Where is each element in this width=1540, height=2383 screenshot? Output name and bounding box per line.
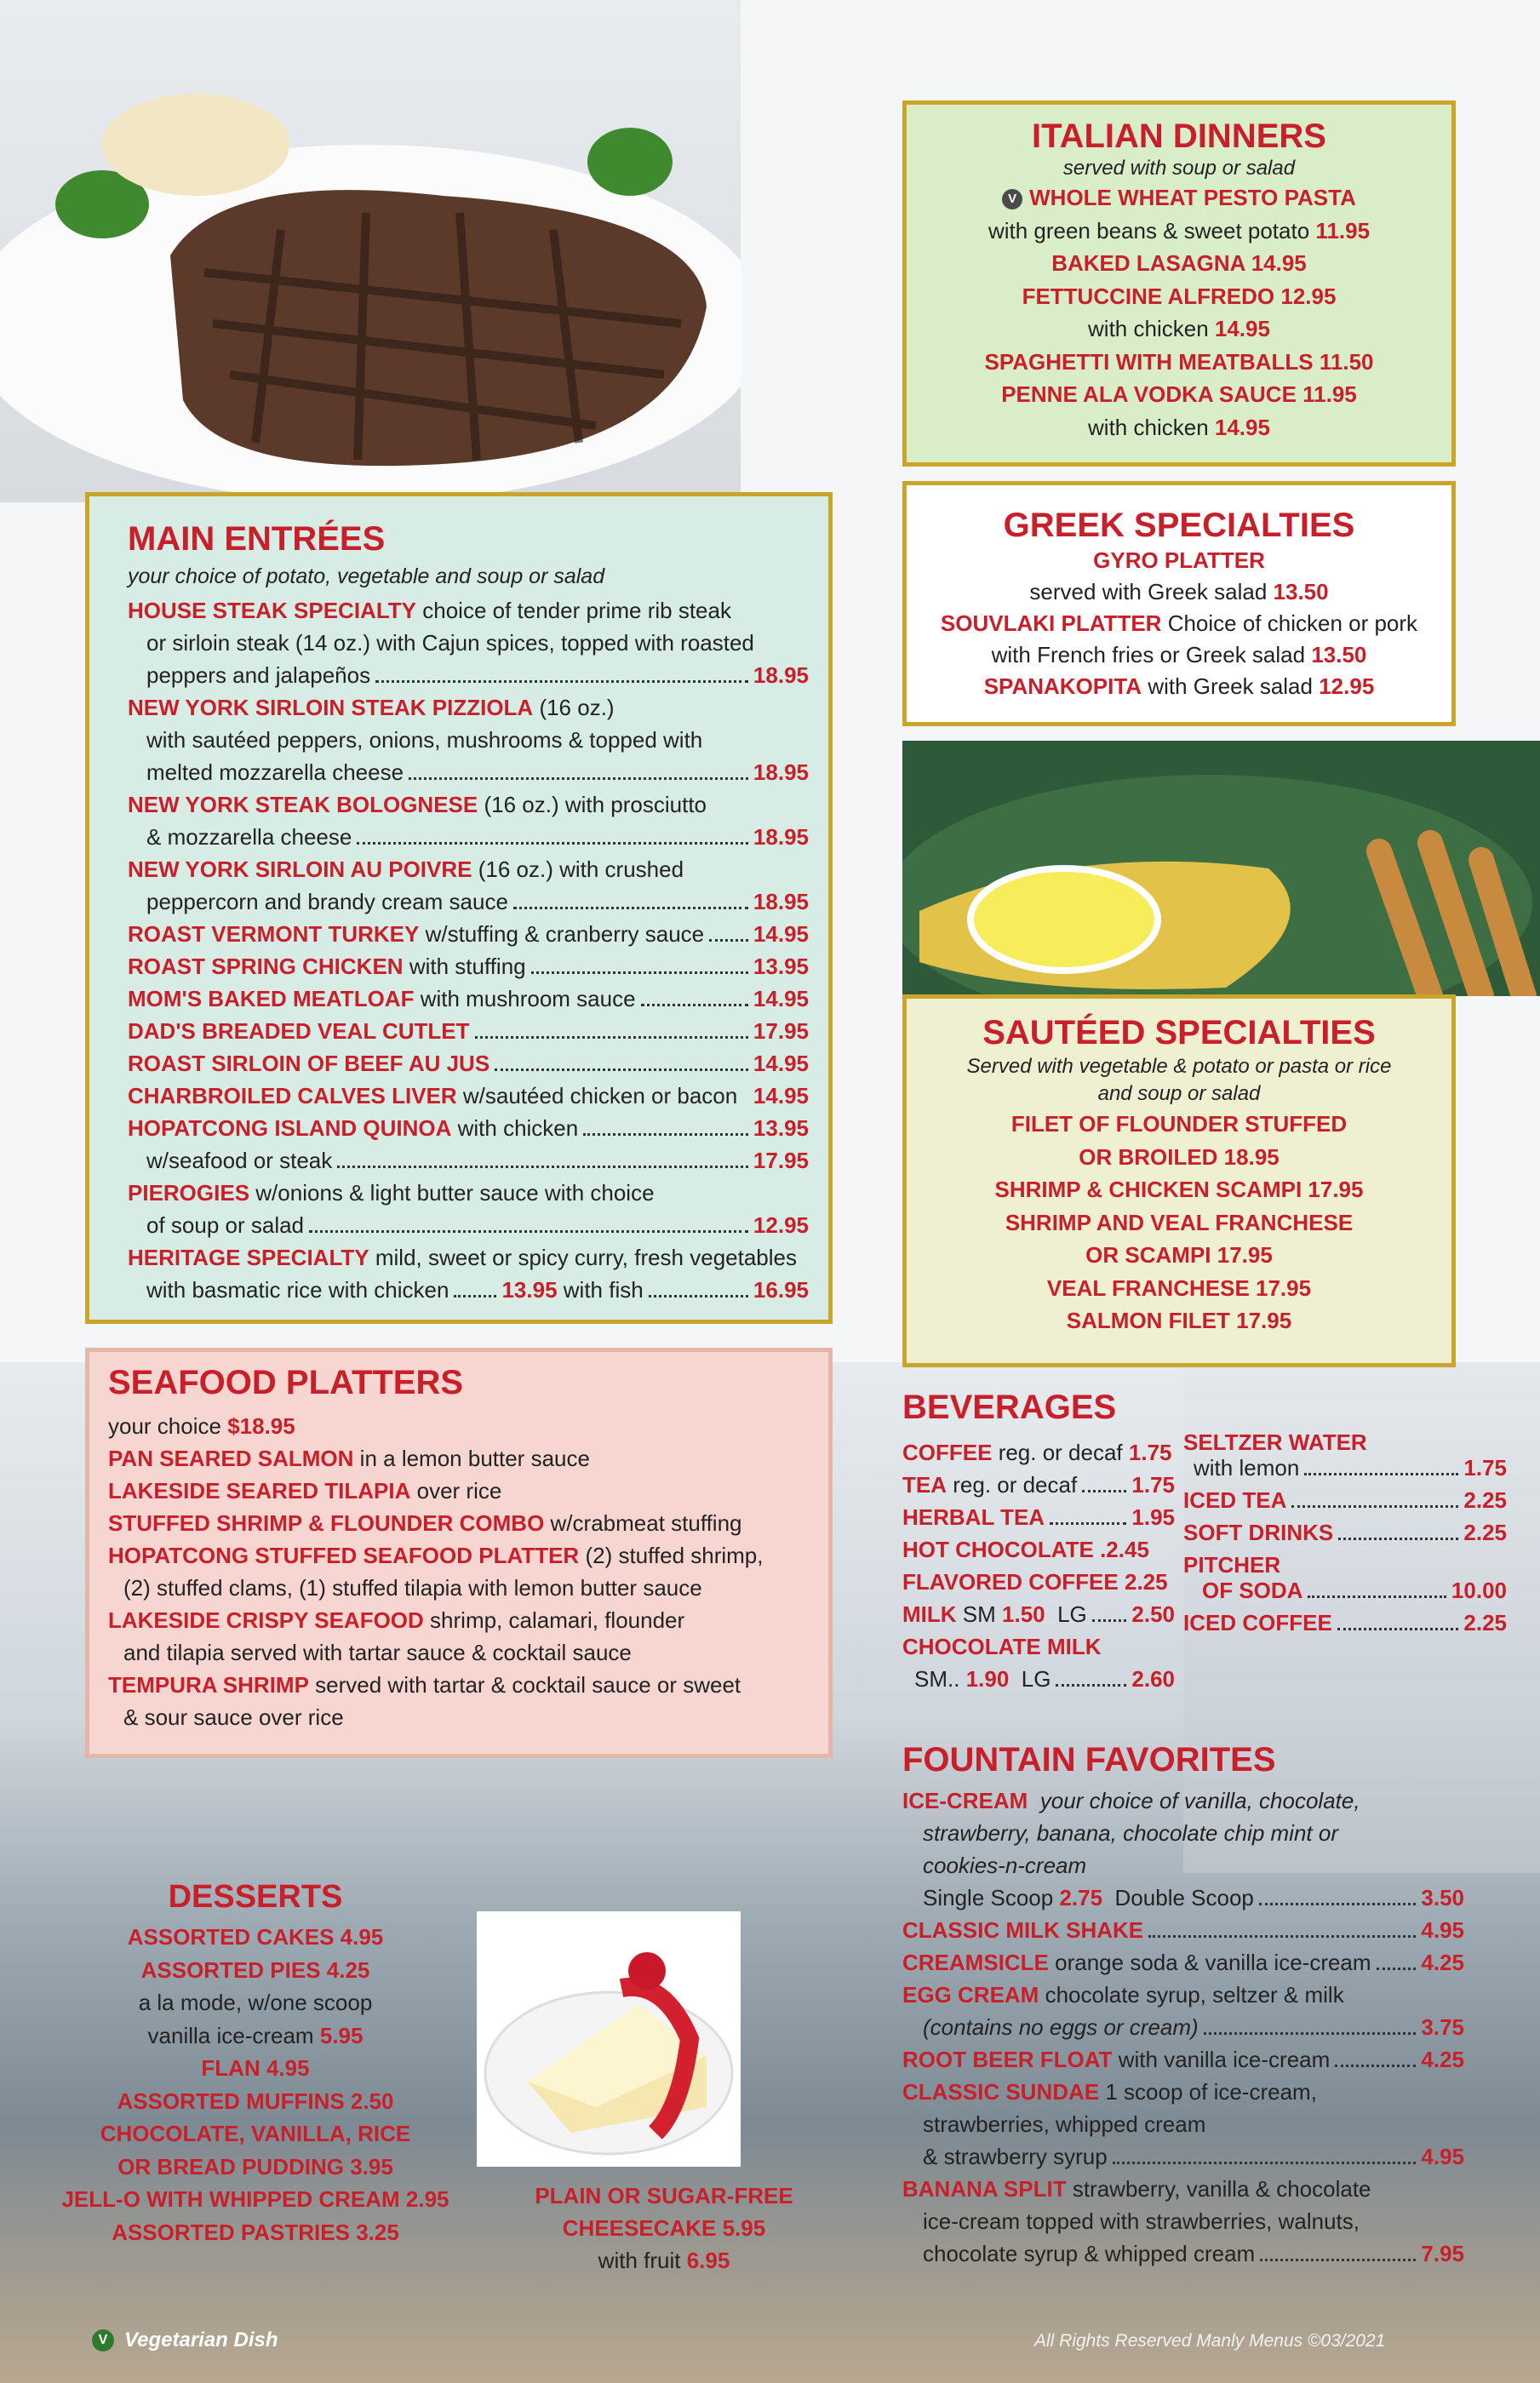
greek-panel [902,481,1456,726]
desserts-title: DESSERTS [168,1879,343,1915]
beverage-price: 1.75 [1128,1440,1172,1465]
beverage-price: 2.25 [1463,1610,1507,1635]
seafood-choice-price: $18.95 [227,1413,295,1439]
fountain-desc: orange soda & vanilla ice-cream [1055,1950,1371,1975]
entree-price: 13.95 [753,1115,809,1141]
dessert-price: 5.95 [319,2022,364,2048]
fountain-name: ROOT BEER FLOAT [902,2047,1113,2072]
fountain-desc: cookies-n-cream [923,1853,1087,1878]
fish-photo [902,741,1540,996]
main-entrees-title: MAIN ENTRÉES [128,520,386,558]
main-entrees-panel [85,492,833,1324]
beverage-desc: LG [1057,1601,1087,1627]
dessert-item: CHEESECAKE 5.95 [562,2215,766,2241]
entree-name: HOPATCONG ISLAND QUINOA [128,1115,452,1141]
entree-name: DAD'S BREADED VEAL CUTLET [128,1018,470,1044]
fountain-desc: with vanilla ice-cream [1118,2047,1331,2072]
beverage-name: SELTZER WATER [1183,1429,1367,1455]
entree-price: 18.95 [753,889,809,914]
beverage-desc: reg. or decaf [953,1472,1078,1498]
italian-desc: with chicken [1088,414,1209,440]
copyright: All Rights Reserved Manly Menus ©03/2021 [1034,2331,1386,2351]
beverages-right-col [1183,1426,1507,1639]
italian-title: ITALIAN DINNERS [1032,117,1326,155]
entree-desc: (16 oz.) with crushed [478,856,684,882]
entree-price: 18.95 [753,824,809,850]
footer-legend [92,2329,278,2352]
italian-item: FETTUCCINE ALFREDO 12.95 [1022,283,1337,309]
sauteed-item: OR SCAMPI 17.95 [1085,1242,1273,1268]
main-entrees-list [128,594,809,1306]
beverage-price: 2.25 [1124,1569,1168,1595]
seafood-desc: (2) stuffed shrimp, [585,1543,764,1568]
entree-desc: with basmatic rice with chicken [146,1277,449,1303]
entree-name: NEW YORK SIRLOIN STEAK PIZZIOLA [128,695,534,720]
sauteed-subtitle: Served with vegetable & potato or pasta or rice [966,1055,1392,1078]
italian-price: 14.95 [1214,414,1270,440]
sauteed-item: FILET OF FLOUNDER STUFFED [1010,1111,1348,1137]
entree-desc: choice of tender prime rib steak [422,598,731,623]
entree-desc: w/stuffing & cranberry sauce [425,921,705,947]
entree-desc: peppers and jalapeños [146,662,371,688]
entree-desc: (16 oz.) [539,695,615,720]
fountain-price: 7.95 [1421,2241,1464,2266]
entree-desc: with mushroom sauce [420,986,636,1011]
dessert-price: 6.95 [686,2248,730,2273]
beverage-name: FLAVORED COFFEE [902,1569,1119,1595]
beverage-name: PITCHER [1183,1552,1281,1578]
entree-name: HOUSE STEAK SPECIALTY [128,598,417,623]
beverage-name: SOFT DRINKS [1183,1520,1334,1545]
fountain-name: CREAMSICLE [902,1950,1049,1975]
greek-desc: with French fries or Greek salad [991,642,1306,667]
greek-item: SOUVLAKI PLATTER [940,610,1162,636]
beverage-desc: reg. or decaf [998,1440,1123,1465]
fountain-section [902,1735,1464,2270]
beverage-name: ICED TEA [1183,1487,1287,1513]
entree-desc: & mozzarella cheese [146,824,352,850]
entree-name: PIEROGIES [128,1180,250,1206]
fountain-desc: strawberries, whipped cream [923,2111,1206,2137]
entree-name: ROAST SPRING CHICKEN [128,954,404,979]
dessert-item: JELL-O WITH WHIPPED CREAM 2.95 [61,2186,449,2212]
greek-price: 13.50 [1311,642,1367,667]
italian-desc: with chicken [1088,316,1209,341]
beverage-price: 2.25 [1463,1487,1507,1513]
entree-desc: of soup or salad [146,1212,305,1238]
fountain-price: 4.25 [1421,1950,1464,1975]
seafood-desc: in a lemon butter sauce [359,1446,590,1471]
dessert-item: PLAIN OR SUGAR-FREE [535,2183,793,2208]
beverage-price: 1.95 [1131,1504,1175,1530]
fountain-price: 3.50 [1421,1885,1464,1910]
sauteed-panel [902,994,1456,1367]
fountain-price: 4.95 [1421,1917,1464,1943]
entree-price: 18.95 [753,759,809,785]
steak-photo [0,0,741,502]
seafood-desc: & sour sauce over rice [123,1704,344,1730]
dessert-item: ASSORTED PASTRIES 3.25 [112,2219,399,2245]
beverages-title: BEVERAGES [902,1389,1117,1426]
fountain-desc: strawberry, vanilla & chocolate [1072,2176,1371,2202]
entree-desc: with chicken [457,1115,579,1141]
beverage-price: 2.60 [1131,1666,1175,1692]
entree-desc: with stuffing [409,954,526,979]
greek-desc: Choice of chicken or pork [1167,610,1418,636]
beverage-name: COFFEE [902,1440,993,1465]
entree-name: ROAST SIRLOIN OF BEEF AU JUS [128,1051,490,1076]
seafood-name: STUFFED SHRIMP & FLOUNDER COMBO [108,1510,545,1536]
seafood-name: LAKESIDE SEARED TILAPIA [108,1478,411,1504]
entree-price: 17.95 [753,1018,809,1044]
dessert-item: OR BREAD PUDDING 3.95 [117,2153,393,2180]
sauteed-item: VEAL FRANCHESE 17.95 [1046,1275,1312,1301]
sauteed-item: OR BROILED 18.95 [1079,1143,1280,1170]
fountain-price: 4.25 [1421,2047,1464,2072]
beverage-name: MILK [902,1601,957,1627]
entree-price: 17.95 [753,1148,809,1173]
seafood-desc: over rice [416,1478,502,1504]
beverage-price: 1.90 [965,1666,1010,1692]
beverage-name: HOT CHOCOLATE [902,1537,1094,1562]
fountain-desc: 1 scoop of ice-cream, [1105,2079,1317,2105]
entree-name: HERITAGE SPECIALTY [128,1245,369,1270]
seafood-desc: (2) stuffed clams, (1) stuffed tilapia with lemon butter sauce [123,1575,702,1601]
italian-item: SPAGHETTI WITH MEATBALLS 11.50 [984,348,1374,375]
entree-desc: w/onions & light butter sauce with choice [255,1180,655,1206]
entree-price: 13.95 [753,954,809,979]
beverage-name: CHOCOLATE MILK [902,1634,1102,1659]
fountain-desc: Single Scoop [923,1885,1054,1910]
beverage-price: 1.50 [1002,1601,1045,1627]
seafood-desc: served with tartar & cocktail sauce or sweet [315,1672,741,1698]
entree-name: NEW YORK SIRLOIN AU POIVRE [128,856,472,882]
entree-price: 14.95 [753,921,809,947]
greek-item: GYRO PLATTER [1093,547,1265,573]
seafood-desc: w/crabmeat stuffing [550,1510,742,1536]
entree-price: 14.95 [753,1051,809,1076]
fountain-name: CLASSIC MILK SHAKE [902,1917,1144,1943]
beverage-price: 2.50 [1131,1601,1175,1627]
fountain-price: 2.75 [1059,1885,1103,1910]
entree-price: 16.95 [753,1277,809,1303]
italian-item: BAKED LASAGNA 14.95 [1051,250,1307,276]
fountain-desc: & strawberry syrup [923,2144,1108,2169]
beverage-name: HERBAL TEA [902,1504,1045,1530]
fountain-name: ICE-CREAM [902,1788,1028,1813]
seafood-name: HOPATCONG STUFFED SEAFOOD PLATTER [108,1543,580,1568]
beverage-desc: LG [1021,1666,1051,1692]
seafood-choice-label: your choice [108,1413,221,1439]
fountain-desc: strawberry, banana, chocolate chip mint or [923,1820,1338,1846]
entree-price: 18.95 [753,662,809,688]
greek-title: GREEK SPECIALTIES [1003,507,1355,544]
dessert-item: ASSORTED PIES 4.25 [140,1956,370,1983]
cheesecake-caption [511,2180,817,2277]
entree-desc: with fish [563,1277,644,1303]
sauteed-subtitle: and soup or salad [1097,1082,1261,1105]
vegetarian-label: Vegetarian Dish [124,2329,278,2351]
beverage-name: ICED COFFEE [1183,1610,1332,1635]
italian-price: 14.95 [1214,316,1270,341]
dessert-item: ASSORTED CAKES 4.95 [127,1924,384,1950]
greek-desc: served with Greek salad [1029,579,1268,604]
beverages-left-col [902,1436,1175,1695]
beverage-price: 1.75 [1131,1472,1175,1498]
sauteed-item: SHRIMP & CHICKEN SCAMPI 17.95 [994,1177,1364,1202]
italian-subtitle: served with soup or salad [1062,157,1296,180]
entree-desc: w/seafood or steak [146,1148,333,1173]
beverage-desc: with lemon [1194,1455,1300,1481]
cheesecake-photo [477,1911,741,2167]
fountain-desc: ice-cream topped with strawberries, walnuts, [923,2208,1360,2234]
entree-desc: peppercorn and brandy cream sauce [146,889,508,914]
italian-desc: with green beans & sweet potato [988,217,1310,243]
fountain-desc: chocolate syrup & whipped cream [923,2241,1256,2266]
greek-price: 13.50 [1273,579,1329,604]
vegetarian-icon: V [1002,189,1022,209]
italian-item: WHOLE WHEAT PESTO PASTA [1029,185,1356,210]
sauteed-item: SALMON FILET 17.95 [1066,1308,1292,1333]
beverage-name: TEA [902,1472,947,1498]
entree-desc: mild, sweet or spicy curry, fresh vegetables [375,1245,798,1270]
entree-name: NEW YORK STEAK BOLOGNESE [128,792,478,817]
fountain-desc: Double Scoop [1114,1885,1254,1910]
beverage-price: .2.45 [1100,1537,1149,1562]
entree-desc: w/sautéed chicken or bacon [462,1083,738,1108]
entree-name: MOM'S BAKED MEATLOAF [128,986,415,1011]
beverage-desc: SM [962,1601,996,1627]
italian-item: PENNE ALA VODKA SAUCE 11.95 [1001,381,1357,407]
fountain-desc: your choice of vanilla, chocolate, [1039,1788,1360,1813]
italian-panel [902,100,1456,467]
fountain-desc: (contains no eggs or cream) [923,2014,1199,2040]
beverage-name: OF SODA [1202,1578,1303,1603]
dessert-desc: with fruit [598,2248,681,2273]
entree-name: ROAST VERMONT TURKEY [128,921,420,947]
sauteed-title: SAUTÉED SPECIALTIES [982,1014,1376,1051]
fountain-name: BANANA SPLIT [902,2176,1067,2202]
main-entrees-subtitle: your choice of potato, vegetable and soup or salad [128,564,605,588]
vegetarian-icon: V [92,2329,114,2351]
italian-price: 11.95 [1315,217,1371,243]
entree-name: CHARBROILED CALVES LIVER [128,1083,457,1108]
seafood-name: TEMPURA SHRIMP [108,1672,309,1698]
beverage-price: 10.00 [1451,1578,1507,1603]
entree-desc: with sautéed peppers, onions, mushrooms & topped with [146,727,703,753]
greek-desc: with Greek salad [1148,673,1313,699]
beverages-section [902,1383,1515,1692]
beverage-price: 2.25 [1463,1520,1507,1545]
dessert-item: FLAN 4.95 [201,2055,310,2081]
dessert-desc: a la mode, w/one scoop [138,1990,373,2015]
dessert-desc: vanilla ice-cream [147,2022,314,2048]
seafood-desc: and tilapia served with tartar sauce & cocktail sauce [123,1640,632,1665]
fountain-price: 3.75 [1421,2014,1464,2040]
entree-desc: melted mozzarella cheese [146,759,404,785]
seafood-list [108,1410,815,1733]
entree-desc: or sirloin steak (14 oz.) with Cajun spices, topped with roasted [146,630,754,656]
fountain-price: 4.95 [1421,2144,1464,2169]
seafood-desc: shrimp, calamari, flounder [430,1607,685,1633]
seafood-name: LAKESIDE CRISPY SEAFOOD [108,1607,424,1633]
fountain-name: EGG CREAM [902,1982,1039,2008]
greek-item: SPANAKOPITA [983,673,1142,699]
entree-price: 12.95 [753,1212,809,1238]
entree-price: 14.95 [753,986,809,1011]
seafood-name: PAN SEARED SALMON [108,1446,354,1471]
dessert-item: ASSORTED MUFFINS 2.50 [117,2088,394,2114]
seafood-title: SEAFOOD PLATTERS [108,1364,464,1401]
seafood-panel [85,1348,833,1758]
beverage-desc: SM.. [914,1666,960,1692]
beverage-price: 1.75 [1463,1455,1507,1481]
fountain-title: FOUNTAIN FAVORITES [902,1741,1276,1779]
sauteed-item: SHRIMP AND VEAL FRANCHESE [1005,1209,1354,1235]
desserts-section [34,1873,477,2248]
fountain-name: CLASSIC SUNDAE [902,2079,1100,2105]
dessert-item: CHOCOLATE, VANILLA, RICE [100,2121,411,2146]
fountain-desc: chocolate syrup, seltzer & milk [1045,1982,1344,2008]
entree-price: 14.95 [753,1083,809,1108]
greek-price: 12.95 [1319,673,1375,699]
entree-desc: (16 oz.) with prosciutto [484,792,707,817]
entree-price: 13.95 [501,1277,558,1303]
